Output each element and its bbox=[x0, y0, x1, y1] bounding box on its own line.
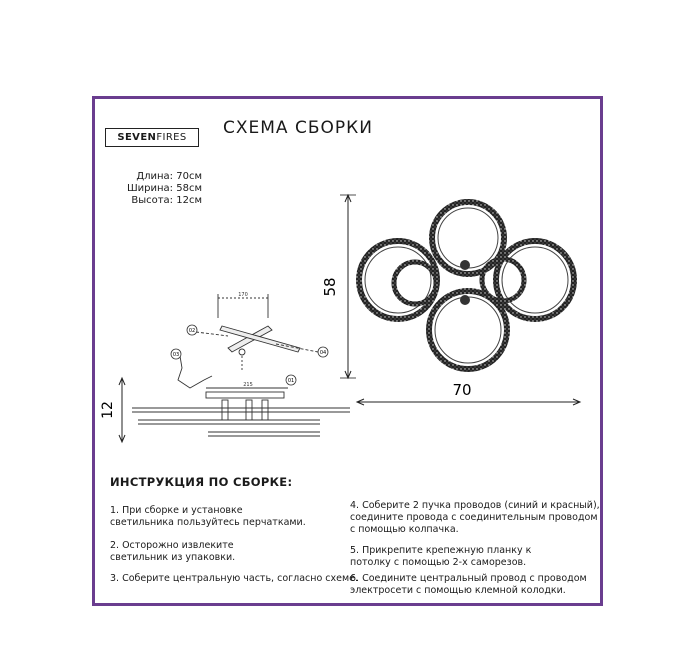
dimension-line-12 bbox=[100, 378, 125, 442]
top-view-rings bbox=[359, 202, 574, 369]
callout-02 bbox=[187, 325, 197, 335]
instruction-step-6: 6. Соедините центральный провод с проводом электросети с помощью клемной колодки. bbox=[350, 573, 587, 596]
callout-04 bbox=[318, 347, 328, 357]
dimension-label-12: 12 bbox=[100, 401, 116, 419]
instruction-step-2: 2. Осторожно извлеките светильник из упаковки. bbox=[110, 540, 236, 563]
exploded-assembly bbox=[132, 292, 350, 436]
dimension-label-70: 70 bbox=[452, 381, 472, 399]
instructions-heading: ИНСТРУКЦИЯ ПО СБОРКЕ: bbox=[110, 475, 293, 489]
instruction-step-4: 4. Соберите 2 пучка проводов (синий и красный), соедините провода с соединительным проводом с помощью колпачка. bbox=[350, 500, 600, 535]
dimension-height: Высота: 12см bbox=[131, 195, 202, 206]
dimension-line-70 bbox=[357, 381, 580, 405]
svg-text:02: 02 bbox=[188, 328, 196, 334]
svg-text:04: 04 bbox=[319, 350, 327, 356]
callout-03 bbox=[171, 349, 181, 359]
dimension-length: Длина: 70см bbox=[136, 171, 202, 182]
dimension-width: Ширина: 58см bbox=[126, 183, 202, 194]
page-title: СХЕМА СБОРКИ bbox=[223, 118, 373, 138]
small-dim-label: 170 bbox=[238, 292, 248, 298]
instruction-step-3: 3. Соберите центральную часть, согласно схеме. bbox=[110, 573, 359, 584]
instruction-step-1: 1. При сборке и установке светильника пользуйтесь перчатками. bbox=[110, 505, 306, 528]
svg-text:01: 01 bbox=[287, 378, 295, 384]
instruction-step-5: 5. Прикрепите крепежную планку к потолку с помощью 2-х саморезов. bbox=[350, 545, 532, 568]
small-dim-label-2: 215 bbox=[243, 382, 253, 388]
dimension-label-58: 58 bbox=[321, 277, 339, 297]
callout-01 bbox=[286, 375, 296, 385]
brand-logo: SEVENFIRES bbox=[105, 128, 199, 147]
svg-text:03: 03 bbox=[172, 352, 180, 358]
